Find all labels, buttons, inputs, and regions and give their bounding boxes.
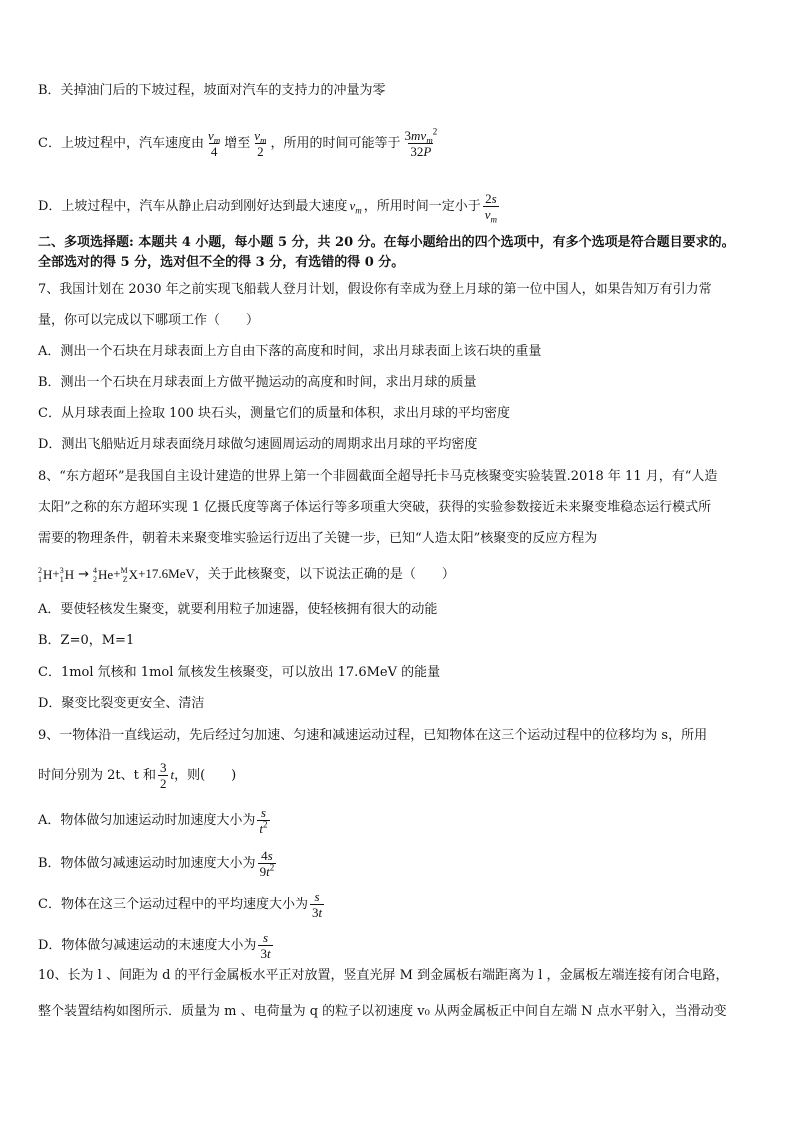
nuclide-deuterium: 2 1 H — [38, 565, 53, 584]
q7-option-c: C．从月球表面上捡取 100 块石头，测量它们的质量和体积，求出月球的平均密度 — [38, 406, 511, 421]
q8-reaction-equation: 2 1 H+ 3 1 H → 4 2 He+ M Z X+17.6MeV，关于此核聚变，以下说法正确的是（ ） — [38, 565, 455, 584]
q6-option-c-suffix: ，所用的时间可能等于 — [270, 136, 401, 151]
q8-stem-question: ，关于此核聚变，以下说法正确的是（ ） — [194, 567, 455, 582]
fraction-3-over-2: $\frac{3}{2}$ — [159, 760, 167, 791]
reaction-energy: +17.6MeV — [138, 566, 195, 581]
nuclide-helium: 4 2 He — [93, 565, 114, 584]
fraction-vm-over-4: $\frac{v_m}{4}$ — [207, 128, 221, 159]
q8-stem-line-2: 太阳”之称的东方超环实现 1 亿摄氏度等离子体运行等多项重大突破，获得的实验参数接近未来聚变堆稳态运行模式所 — [38, 500, 712, 515]
q8-option-b: B．Z=0，M=1 — [38, 633, 135, 648]
section-2-instructions-line-1: 二、多项选择题: 本题共 4 小题，每小题 5 分，共 20 分。在每小题给出的四个选项中，有多个选项是符合题目要求的。 — [38, 235, 735, 250]
q9-stem-line-1: 9、一物体沿一直线运动，先后经过匀加速、匀速和减速运动过程，已知物体在这三个运动过程中的位移均为 s，所用 — [38, 728, 708, 743]
section-2-instructions-line-2: 全部选对的得 5 分，选对但不全的得 3 分，有选错的得 0 分。 — [38, 255, 405, 270]
q7-option-d: D．测出飞船贴近月球表面绕月球做匀速圆周运动的周期求出月球的平均密度 — [38, 437, 478, 452]
q7-stem-line-1: 7、我国计划在 2030 年之前实现飞船载人登月计划，假设你有幸成为登上月球的第一位中国人，如果告知万有引力常 — [38, 282, 712, 297]
nuclide-tritium: 3 1 H — [59, 565, 75, 584]
vm-symbol: $v_m$ — [349, 198, 362, 216]
q9-stem-line-2-prefix: 时间分别为 2t、t 和 — [38, 768, 156, 783]
q8-stem-line-1: 8、“东方超环”是我国自主设计建造的世界上第一个非圆截面全超导托卡马克核聚变实验装置.2018 年 11 月，有“人造 — [38, 469, 718, 484]
q9-option-a — [38, 805, 764, 836]
fraction-s-over-t2: $\frac{s}{t^2}$ — [259, 805, 268, 836]
q7-option-a: A．测出一个石块在月球表面上方自由下落的高度和时间，求出月球表面上该石块的重量 — [38, 344, 542, 359]
q6-option-c-prefix: C．上坡过程中，汽车速度由 — [38, 136, 204, 151]
q9-option-c — [38, 889, 764, 920]
fraction-3mvm2-over-32p: $\frac{3mv_m^2}{32P}$ — [404, 126, 438, 159]
q8-option-c: C．1mol 氘核和 1mol 氚核发生核聚变，可以放出 17.6MeV 的能量 — [38, 665, 441, 680]
q6-option-d — [38, 191, 764, 225]
fraction-s-over-3t: $\frac{s}{3t}$ — [311, 889, 323, 920]
q9-option-c-text: C．物体在这三个运动过程中的平均速度大小为 — [38, 897, 308, 912]
q8-stem-line-3: 需要的物理条件，朝着未来聚变堆实验运行迈出了关键一步，已知“人造太阳”核聚变的反应方程为 — [38, 531, 598, 546]
fraction-4s-over-9t2: $\frac{4s}{9t^2}$ — [259, 848, 275, 879]
q9-option-d — [38, 930, 764, 961]
fraction-vm-over-2: $\frac{v_m}{2}$ — [254, 128, 267, 159]
q9-option-b-text: B．物体做匀减速运动时加速度大小为 — [38, 856, 256, 871]
fraction-s-over-3t-end-velocity: $\frac{s}{3t}$ — [260, 930, 271, 961]
q9-option-a-text: A．物体做匀加速运动时加速度大小为 — [38, 813, 256, 828]
reaction-arrow-icon: → — [78, 567, 90, 582]
q9-stem-line-2-suffix: ，则( ) — [174, 768, 237, 783]
q9-option-b — [38, 848, 764, 879]
q9-option-d-text: D．物体做匀减速运动的末速度大小为 — [38, 938, 257, 953]
q7-stem-line-2: 量，你可以完成以下哪项工作（ ） — [38, 313, 260, 328]
q8-option-a: A．要使轻核发生聚变，就要利用粒子加速器，使轻核拥有很大的动能 — [38, 602, 438, 617]
q6-option-c-mid: 增至 — [224, 136, 251, 151]
q10-stem-line-1: 10、长为 l 、间距为 d 的平行金属板水平正对放置，竖直光屏 M 到金属板右端距离为 l ，金属板左端连接有闭合电路， — [38, 968, 729, 983]
q6-option-b: B．关掉油门后的下坡过程，坡面对汽车的支持力的冲量为零 — [38, 83, 386, 98]
q7-option-b: B．测出一个石块在月球表面上方做平抛运动的高度和时间，求出月球的质量 — [38, 375, 477, 390]
q6-option-d-suffix: ，所用时间一定小于 — [363, 199, 481, 214]
q10-stem-line-2: 整个装置结构如图所示．质量为 m 、电荷量为 q 的粒子以初速度 v₀ 从两金属板正中间自左端 N 点水平射入，当滑动变 — [38, 1004, 727, 1019]
q6-option-d-prefix: D．上坡过程中，汽车从静止启动到刚好达到最大速度 — [38, 199, 348, 214]
q8-option-d: D．聚变比裂变更安全、清洁 — [38, 696, 205, 711]
fraction-2s-over-vm: $\frac{2s}{v_m}$ — [484, 191, 498, 225]
q6-option-c — [38, 128, 764, 159]
q9-stem-line-2: 时间分别为 2t、t 和 $\frac{3}{2}$ t，则( ) — [38, 760, 237, 791]
nuclide-x: M Z X — [120, 565, 139, 584]
